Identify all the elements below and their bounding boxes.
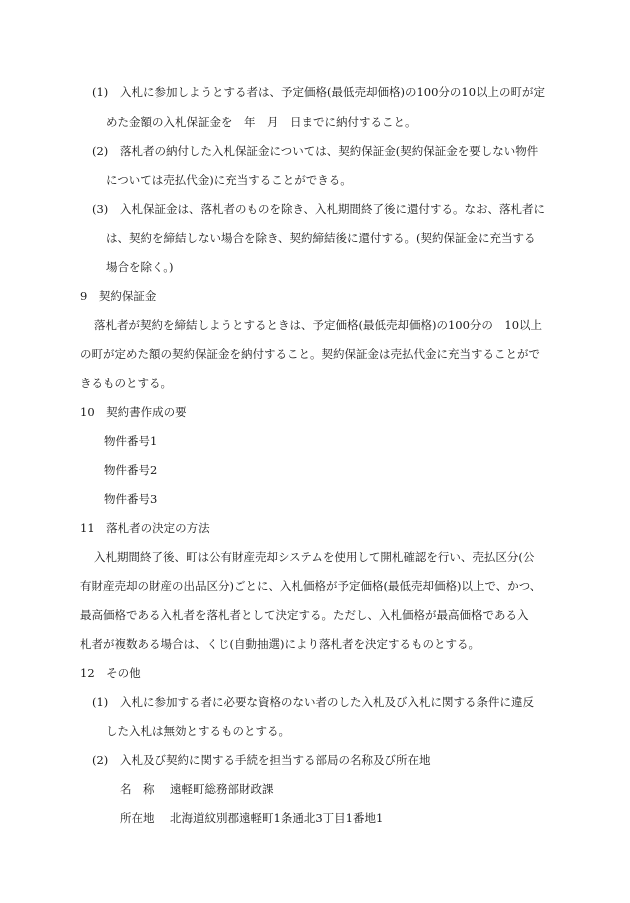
item8-sub1-line2: めた金額の入札保証金を 年 月 日までに納付すること。 <box>106 115 417 129</box>
item12-sub1-line1: 入札に参加する者に必要な資格のない者のした入札及び入札に関する条件に違反 <box>120 695 534 709</box>
item11-line3: 最高価格である入札者を落札者として決定する。ただし、入札価格が最高価格である入 <box>80 608 529 622</box>
address-label: 所在地 <box>120 811 155 825</box>
item10-heading: 10 契約書作成の要 <box>80 405 187 419</box>
item12-heading: 12 その他 <box>80 666 141 680</box>
item10-list-item: 物件番号1 <box>104 434 158 448</box>
item12-sub2-line1: 入札及び契約に関する手続を担当する部局の名称及び所在地 <box>120 753 431 767</box>
item11-heading: 11 落札者の決定の方法 <box>80 521 210 535</box>
item8-sub1-line1: 入札に参加しようとする者は、予定価格(最低売却価格)の100分の10以上の町が定 <box>120 85 546 99</box>
item10-list-item: 物件番号3 <box>104 492 158 506</box>
department-name-value: 遠軽町総務部財政課 <box>170 782 274 796</box>
item8-sub2-line2: については売払代金)に充当することができる。 <box>106 173 352 187</box>
item8-sub1-number: (1) <box>92 85 109 99</box>
item12-sub2-number: (2) <box>92 753 109 767</box>
item8-sub3-line1: 入札保証金は、落札者のものを除き、入札期間終了後に還付する。なお、落札者に <box>120 202 546 216</box>
address-value: 北海道紋別郡遠軽町1条通北3丁目1番地1 <box>170 811 384 825</box>
item10-list-item: 物件番号2 <box>104 463 158 477</box>
item11-line1: 入札期間終了後、町は公有財産売却システムを使用して開札確認を行い、売払区分(公 <box>94 550 535 564</box>
item9-heading: 9 契約保証金 <box>80 289 157 303</box>
item12-sub1-line2: した入札は無効とするものとする。 <box>106 724 290 738</box>
item12-sub1-number: (1) <box>92 695 109 709</box>
item9-line3: きるものとする。 <box>80 376 172 390</box>
department-name-label: 名 称 <box>120 782 155 796</box>
item9-line1: 落札者が契約を締結しようとするときは、予定価格(最低売却価格)の100分の 10以上 <box>94 318 543 332</box>
item9-line2: の町が定めた額の契約保証金を納付すること。契約保証金は売払代金に充当することがで <box>80 347 540 361</box>
item8-sub3-number: (3) <box>92 202 109 216</box>
item8-sub2-line1: 落札者の納付した入札保証金については、契約保証金(契約保証金を要しない物件 <box>120 144 539 158</box>
item8-sub2-number: (2) <box>92 144 109 158</box>
item11-line2: 有財産売却の財産の出品区分)ごとに、入札価格が予定価格(最低売却価格)以上で、かつ、 <box>80 579 542 593</box>
item11-line4: 札者が複数ある場合は、くじ(自動抽選)により落札者を決定するものとする。 <box>80 637 480 651</box>
item8-sub3-line3: 場合を除く。) <box>106 260 174 274</box>
item8-sub3-line2: は、契約を締結しない場合を除き、契約締結後に還付する。(契約保証金に充当する <box>106 231 536 245</box>
